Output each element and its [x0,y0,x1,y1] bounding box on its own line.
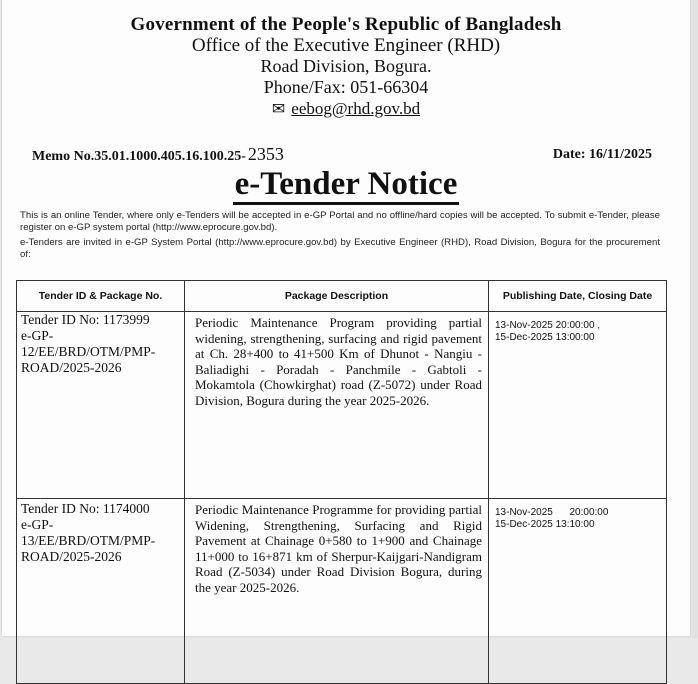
tender-id: Tender ID No: 1173999 [21,312,150,327]
header-dates: Publishing Date, Closing Date [489,281,667,312]
publishing-date: 13-Nov-2025 20:00:00 , [495,320,601,331]
memo-number [32,144,284,165]
memo-label: Memo No.35.01.1000.405.16.100.25- [32,149,246,164]
letterhead [2,14,690,119]
intro-paragraph-2: e-Tenders are invited in e-GP System Portal (http://www.eprocure.gov.bd) by Executive Engineer (RHD), Road Division, Bogura for the procurement of: [20,237,660,260]
header-description: Package Description [185,281,489,312]
page-title [2,166,690,202]
tender-id-cell [17,499,185,684]
memo-row [32,144,652,166]
table-row [17,312,667,499]
package-number: e-GP-12/EE/BRD/OTM/PMP-ROAD/2025-2026 [21,328,156,375]
table-header-row [17,281,667,312]
tender-id-cell [17,312,185,499]
envelope-icon: ✉ [271,99,286,118]
table-row [17,499,667,684]
tender-table [16,280,667,684]
notice-page [2,0,690,636]
closing-date: 15-Dec-2025 13:10:00 [495,519,595,530]
office-name: Office of the Executive Engineer (RHD) [191,35,501,56]
closing-date: 15-Dec-2025 13:00:00 [495,332,595,343]
title-text: e-Tender Notice [233,166,460,205]
dates-cell [489,312,667,499]
phone-fax: Phone/Fax: 051-66304 [263,77,429,97]
email-link[interactable]: eebog@rhd.gov.bd [291,99,421,118]
memo-serial: 2353 [247,144,284,164]
package-description: Periodic Maintenance Programme for providing partial Widening, Strengthening, Surfacing and Rigid Pavement at Chainage 0+580 to 1+900 and Chainage 11+000 to 16+871 km of Sherpur-Kaijgari-Nandigram Road (Z-5034) under Road Division Bogura, during the year 2025-2026. [185,499,489,684]
tender-id: Tender ID No: 1174000 [21,501,150,516]
header-tender-id: Tender ID & Package No. [17,281,185,312]
intro-paragraph-1: This is an online Tender, where only e-Tenders will be accepted in e-GP Portal and no offline/hard copies will be accepted. To submit e-Tender, please register on e-GP system portal (http://www.eprocure.gov.bd). [20,210,660,233]
government-name: Government of the People's Republic of Bangladesh [130,14,562,35]
intro-text [20,210,660,264]
memo-date: Date: 16/11/2025 [552,147,652,162]
scroll-edge [692,0,698,638]
publishing-date: 13-Nov-2025 20:00:00 [495,507,609,518]
division-name: Road Division, Bogura. [260,56,432,76]
package-description: Periodic Maintenance Program providing partial widening, strengthening, surfacing and rigid pavement at Ch. 28+400 to 41+500 Km of Dhunot - Nangiu - Baliadighi - Poradah - Panchmile - Gabtoli - Mokamtola (Chowkirghat) road (Z-5072) under Road Division, Bogura during the year 2025-2026. [185,312,489,499]
email-line [2,98,690,119]
dates-cell [489,499,667,684]
package-number: e-GP-13/EE/BRD/OTM/PMP-ROAD/2025-2026 [21,517,156,564]
